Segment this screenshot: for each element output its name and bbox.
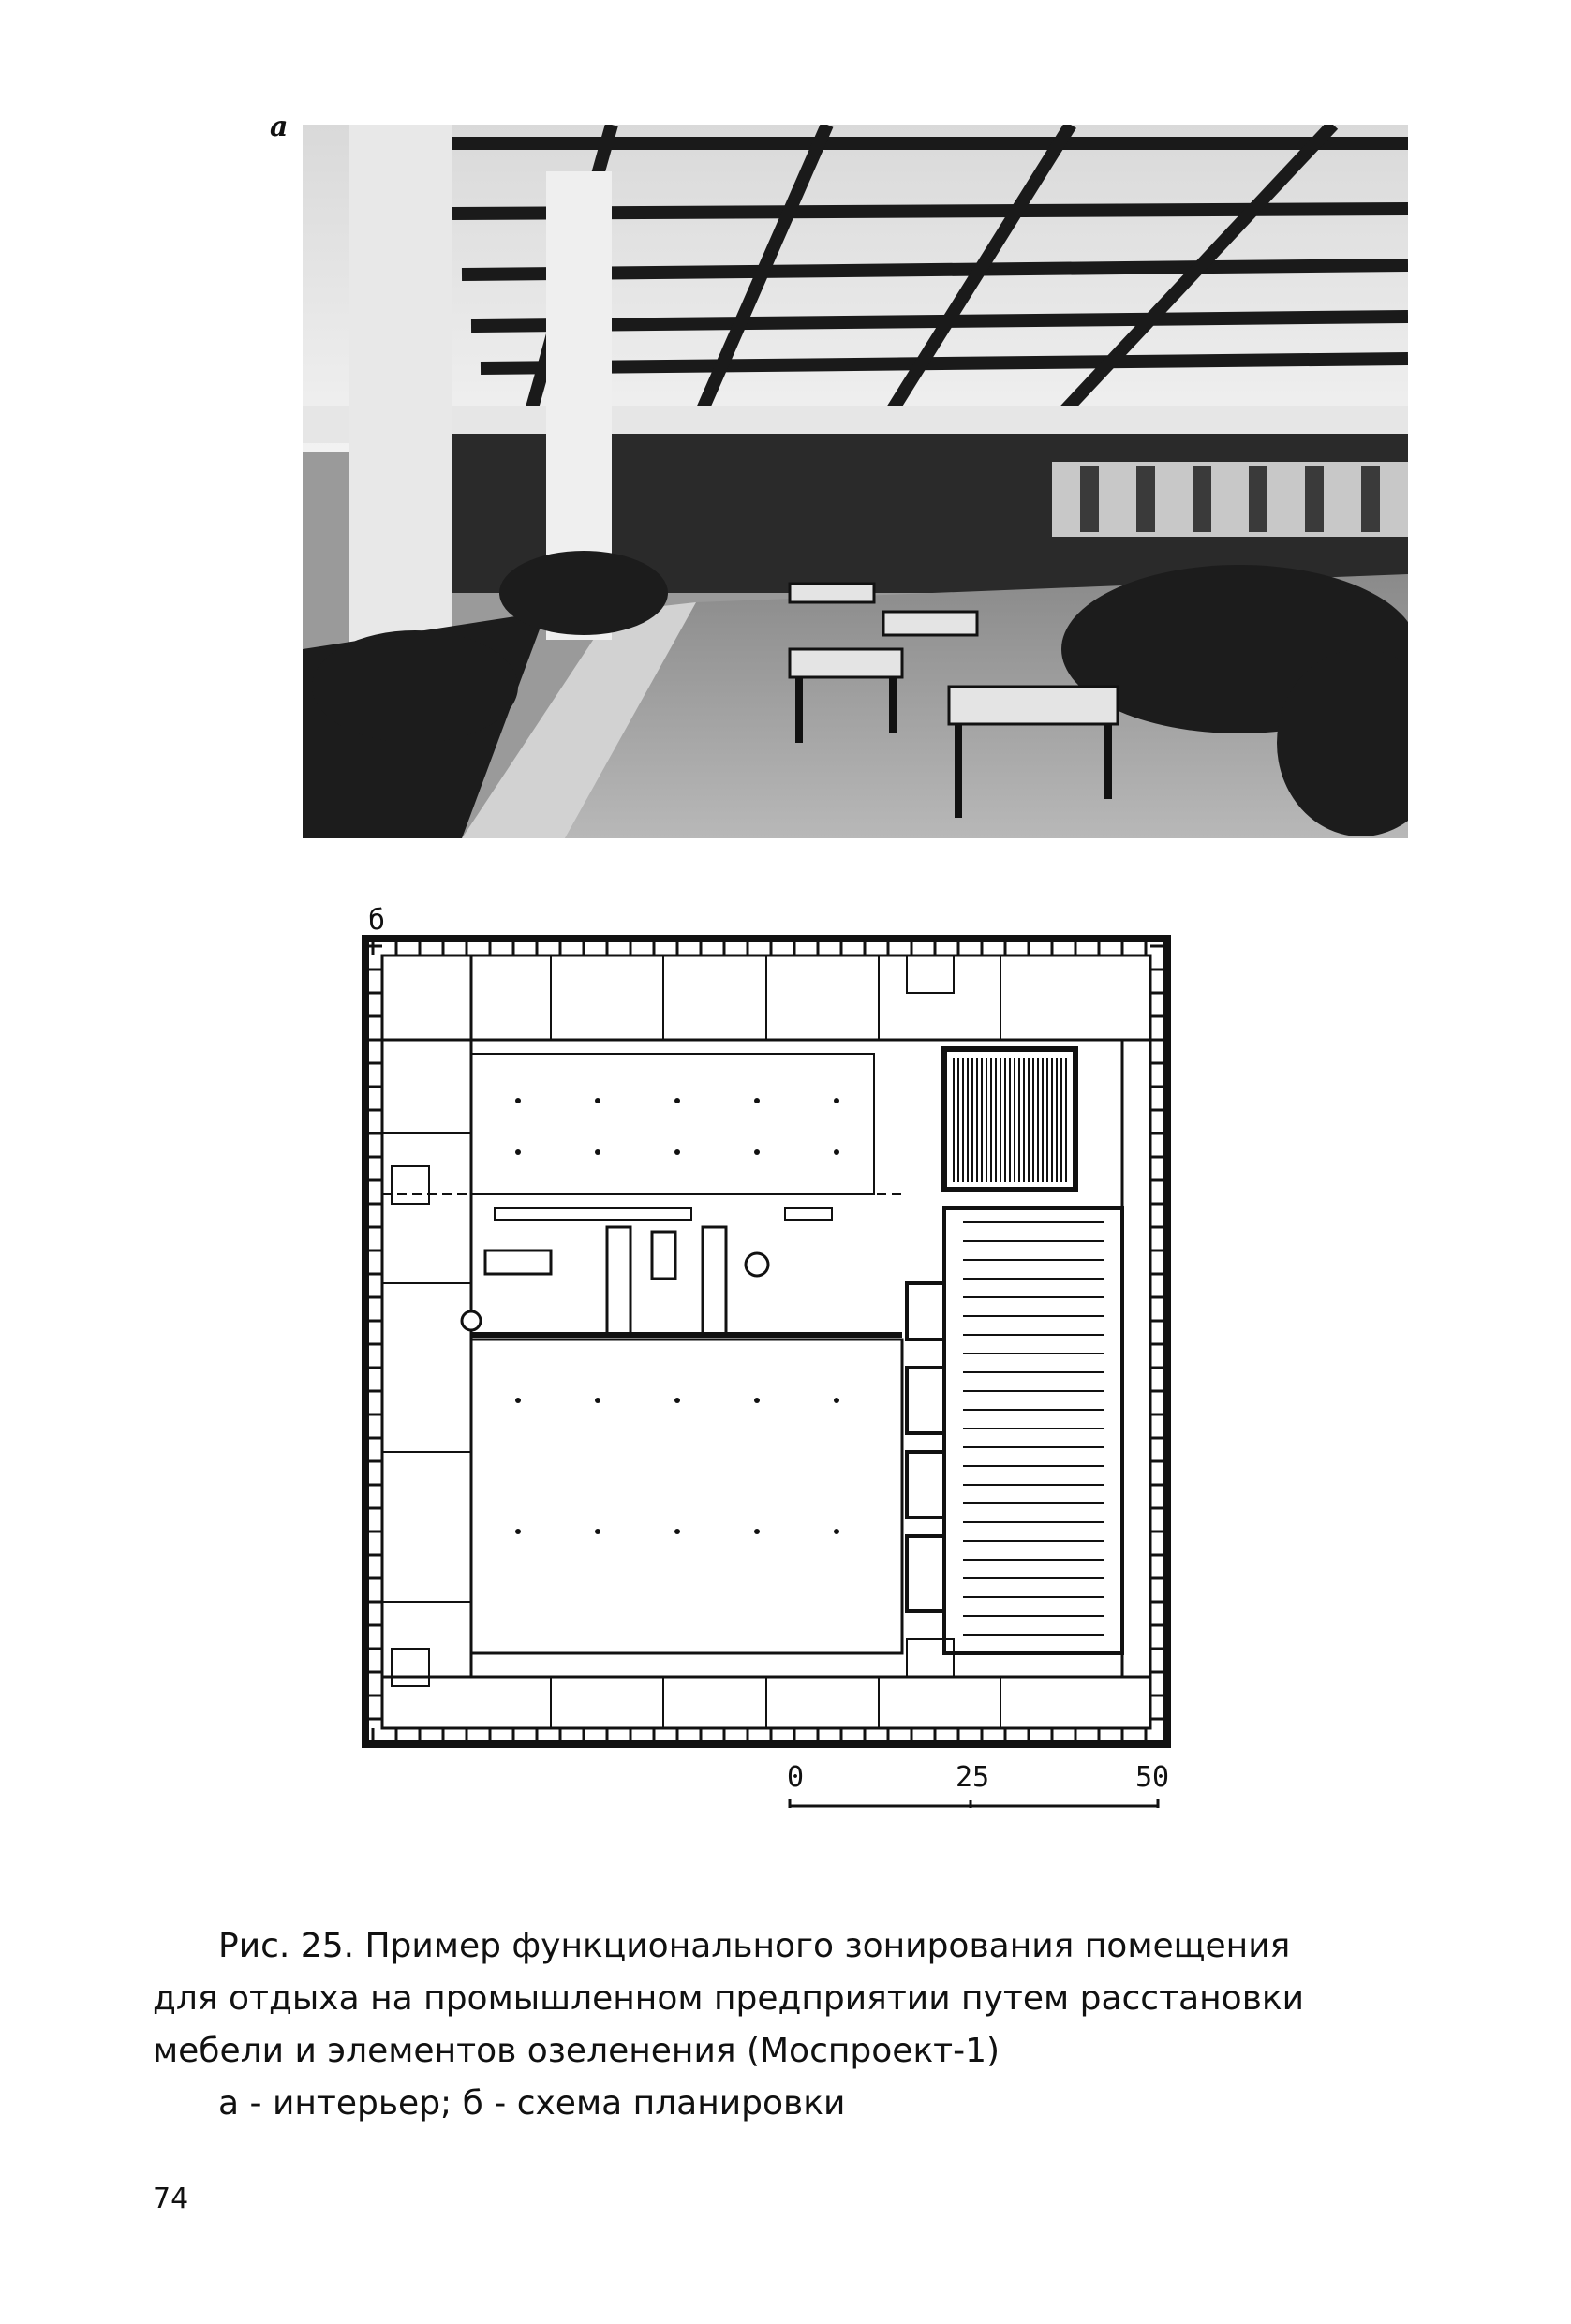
scale-label-mid: 25 <box>956 1761 990 1794</box>
scale-bar <box>787 1761 1180 1836</box>
caption-line: а - интерьер; б - схема планировки <box>218 2084 846 2123</box>
caption-line: Рис. 25. Пример функционального зонирования помещения <box>218 1927 1291 1965</box>
page-number: 74 <box>153 2183 189 2215</box>
figure-caption <box>153 1920 1427 2130</box>
scale-label-zero: 0 <box>787 1761 805 1794</box>
interior-photo <box>303 125 1408 838</box>
figure-label-a: a <box>270 111 289 143</box>
figure-label-b: б <box>368 904 386 937</box>
caption-line: мебели и элементов озеленения (Моспроект-1) <box>153 2032 1000 2070</box>
scale-line <box>787 1797 1180 1815</box>
scale-label-max: 50 <box>1135 1761 1170 1794</box>
floor-plan <box>354 927 1178 1756</box>
caption-line: для отдыха на промышленном предприятии путем расстановки <box>153 1979 1305 2018</box>
